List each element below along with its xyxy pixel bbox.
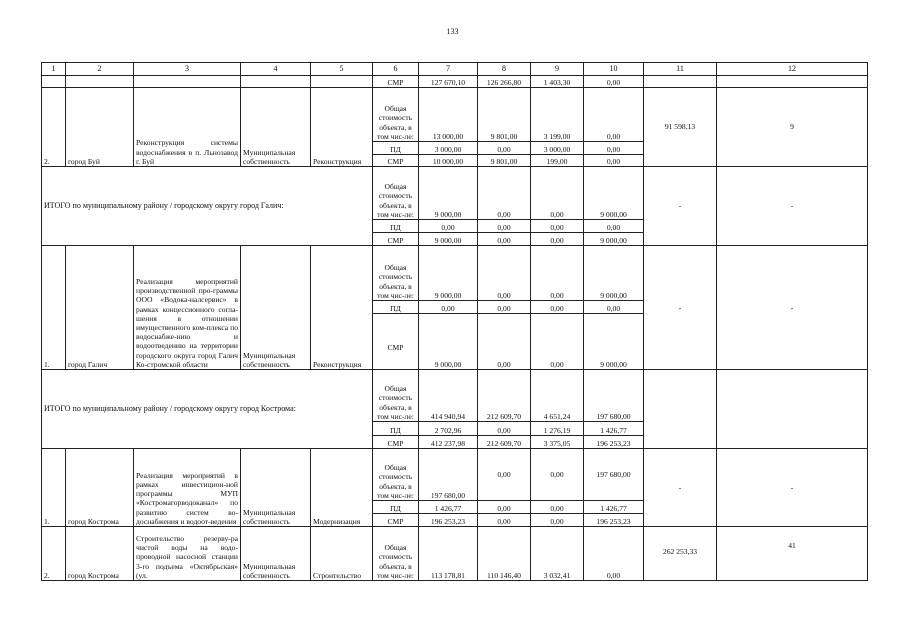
cost-type: ПД [373,220,419,233]
column-number: 5 [311,63,373,76]
value-cell: 212 609,70 [478,370,531,422]
ownership: Муниципальная собственность [241,246,311,370]
value-cell: 0,00 [531,167,584,220]
value-cell: 0,00 [531,220,584,233]
value-cell: 0,00 [419,301,478,314]
value-cell: 0,00 [584,527,644,581]
row-number: 2. [42,527,66,581]
value-cell: 4 651,24 [531,370,584,422]
cost-type: Общая стоимость объекта, в том чис-ле: [373,88,419,142]
value-cell: 2 702,96 [419,422,478,436]
value-cell: 199,00 [531,155,584,167]
value-cell: 196 253,23 [584,436,644,449]
value-cell: 0,00 [478,301,531,314]
value-cell: 9 801,00 [478,88,531,142]
value-cell: 412 237,98 [419,436,478,449]
ownership: Муниципальная собственность [241,88,311,167]
value-cell: 9 [717,88,868,167]
value-cell: - [644,449,717,527]
cost-type: ПД [373,501,419,514]
cost-type [373,314,419,370]
value-cell: 414 940,94 [419,370,478,422]
column-number: 1 [42,63,66,76]
value-cell: 9 000,00 [419,233,478,246]
cost-type: СМР [373,76,419,88]
value-cell: 9 000,00 [584,246,644,301]
value-cell: 9 000,00 [584,233,644,246]
cost-type: Общая стоимость объекта, в том чис-ле: [373,449,419,501]
column-number: 4 [241,63,311,76]
value-cell: 1 276,19 [531,422,584,436]
ownership: Муниципальная собственность [241,449,311,527]
investment-table [41,62,868,581]
column-number: 2 [66,63,134,76]
row-number: 1. [42,246,66,370]
value-cell: 9 801,00 [478,155,531,167]
row-number: 1. [42,449,66,527]
work-type: Реконструкция [311,246,373,370]
cost-type: Общая стоимость объекта, в том чис-ле: [373,167,419,220]
value-cell: - [717,449,868,527]
column-number: 11 [644,63,717,76]
carry-over-row [42,76,868,88]
value-cell: 0,00 [478,514,531,527]
value-cell: 0,00 [584,220,644,233]
page-number: 133 [446,27,459,36]
value-cell: 0,00 [478,220,531,233]
object-name: Строительство резерву-ра чистой воды на водо-проводной насосной станции 3-го подъема «Октябрьская» (ул. [134,527,241,581]
total-row [42,370,868,422]
value-cell: - [644,167,717,246]
value-cell: 1 426,77 [584,422,644,436]
column-number: 7 [419,63,478,76]
object-name: Реализация мероприятий в рамках инвестицион-ной программы МУП «Костромагорводоканал» по развитию систем во-доснабжения и водоот-ведения [134,449,241,527]
work-type: Строительство [311,527,373,581]
value-cell: 1 403,30 [531,76,584,88]
value-cell: 9 000,00 [419,167,478,220]
city-name: город Кострома [66,527,134,581]
value-cell: - [717,167,868,246]
value-cell: 13 000,00 [419,88,478,142]
cost-type: ПД [373,301,419,314]
value-cell: - [717,246,868,370]
value-cell: 3 375,05 [531,436,584,449]
table-row [42,88,868,142]
value-cell: 0,00 [531,233,584,246]
value-cell: 126 266,80 [478,76,531,88]
value-cell: 197 680,00 [419,449,478,501]
total-row [42,167,868,220]
table-row [42,449,868,501]
value-cell: 0,00 [531,314,584,370]
total-title: ИТОГО по муниципальному району / городскому округу город Галич: [42,167,373,246]
value-cell: 0,00 [531,501,584,514]
value-cell: 0,00 [478,167,531,220]
value-cell: 0,00 [419,220,478,233]
value-cell: 1 426,77 [584,501,644,514]
value-cell: 196 253,23 [584,514,644,527]
value-cell: 91 598,13 [644,88,717,167]
cost-type: ПД [373,142,419,155]
value-cell: 3 199,00 [531,88,584,142]
value-cell: 3 000,00 [419,142,478,155]
value-cell: 110 146,40 [478,527,531,581]
column-number: 10 [584,63,644,76]
value-cell: 3 032,41 [531,527,584,581]
cost-type: Общая стоимость объекта, в том чис-ле: [373,527,419,581]
value-cell: 0,00 [584,88,644,142]
work-type: Реконструкция [311,88,373,167]
value-cell: 0,00 [584,76,644,88]
value-cell: 0,00 [584,301,644,314]
column-number: 8 [478,63,531,76]
value-cell: 197 680,00 [584,449,644,501]
value-cell: 9 000,00 [419,246,478,301]
row-number: 2. [42,88,66,167]
value-cell: 262 253,33 [644,527,717,581]
cost-type: СМР [373,436,419,449]
city-name: город Галич [66,246,134,370]
value-cell: 0,00 [531,514,584,527]
cost-type: ПД [373,422,419,436]
value-cell: 196 253,23 [419,514,478,527]
object-name: Реконструкция системы водоснабжения в п. Льнозавод г. Буй [134,88,241,167]
column-number: 3 [134,63,241,76]
value-cell: 0,00 [531,449,584,501]
column-number-row [42,63,868,76]
value-cell: 9 000,00 [584,167,644,220]
value-cell: 212 609,70 [478,436,531,449]
column-number: 9 [531,63,584,76]
value-cell: 197 680,00 [584,370,644,422]
work-type: Модернизация [311,449,373,527]
value-cell: 0,00 [478,233,531,246]
value-cell: 10 000,00 [419,155,478,167]
value-cell: 0,00 [478,142,531,155]
value-cell: 0,00 [478,314,531,370]
table-row [42,246,868,301]
object-name: Реализация мероприятий производственной про-граммы ООО «Водока-налсервис» в рамках концессионного согла-шения в отношении имущественного ком-плекса по водоснабже-нию и водоотведению на территории городского округа город Галич Ко-стромской области [134,246,241,370]
value-cell: 0,00 [478,449,531,501]
value-cell: 0,00 [478,422,531,436]
cost-type: СМР [373,514,419,527]
city-name: город Кострома [66,449,134,527]
value-cell: 0,00 [531,301,584,314]
value-cell: 9 000,00 [584,314,644,370]
value-cell: 0,00 [584,155,644,167]
value-cell: 113 178,81 [419,527,478,581]
value-cell: 1 426,77 [419,501,478,514]
cost-type: Общая стоимость объекта, в том чис-ле: [373,370,419,422]
value-cell: 0,00 [531,246,584,301]
value-cell: 3 000,00 [531,142,584,155]
total-title: ИТОГО по муниципальному району / городскому округу город Кострома: [42,370,373,449]
value-cell: 127 670,10 [419,76,478,88]
column-number: 6 [373,63,419,76]
value-cell: 0,00 [478,501,531,514]
table-row [42,527,868,581]
value-cell: 9 000,00 [419,314,478,370]
value-cell: 0,00 [584,142,644,155]
ownership: Муниципальная собственность [241,527,311,581]
city-name: город Буй [66,88,134,167]
column-number: 12 [717,63,868,76]
value-cell: 0,00 [478,246,531,301]
cost-type: Общая стоимость объекта, в том чис-ле: [373,246,419,301]
cost-type: СМР [373,233,419,246]
value-cell: 41 [717,527,868,581]
value-cell: - [644,246,717,370]
cost-type-label: СМР [387,342,404,352]
cost-type: СМР [373,155,419,167]
